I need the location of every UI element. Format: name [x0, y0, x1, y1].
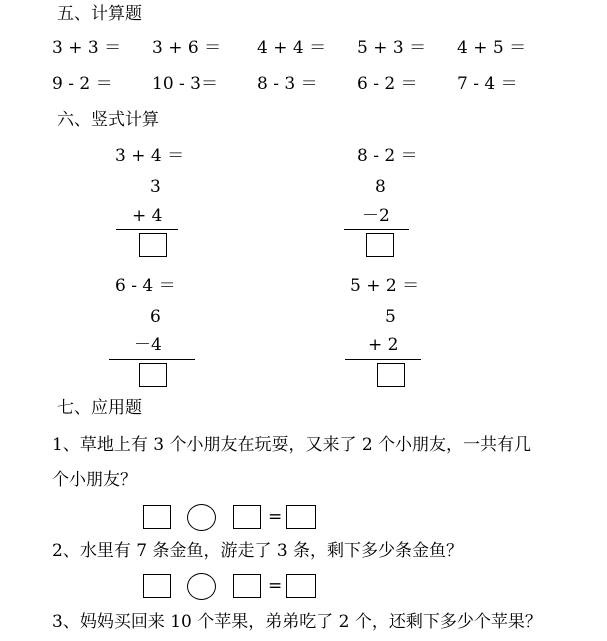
vertical-bottom-2: －2: [362, 206, 390, 226]
answer-box-3[interactable]: [139, 363, 167, 387]
expr-r2-3: 8 - 3 ＝: [257, 74, 318, 94]
q2-operator-circle[interactable]: [187, 573, 216, 600]
vertical-bottom-3: －4: [134, 335, 162, 355]
answer-box-2[interactable]: [366, 233, 394, 257]
question-1-line-1: 1、草地上有 3 个小朋友在玩耍，又来了 2 个小朋友，一共有几: [52, 435, 532, 455]
question-3: 3、妈妈买回来 10 个苹果，弟弟吃了 2 个，还剩下多少个苹果？: [52, 612, 542, 632]
section-5-title: 五、计算题: [57, 4, 142, 24]
q2-number-box-2[interactable]: [233, 574, 261, 598]
vertical-line-1: [116, 229, 178, 230]
q1-result-box[interactable]: [286, 505, 316, 529]
expr-r2-2: 10 - 3＝: [152, 74, 218, 94]
vertical-line-4: [345, 359, 421, 360]
vertical-top-3: 6: [150, 307, 161, 327]
question-1-line-2: 个小朋友？: [52, 470, 137, 490]
vertical-equation-1: 3 + 4 ＝: [115, 146, 185, 166]
vertical-equation-4: 5 + 2 ＝: [350, 276, 420, 296]
expr-r1-1: 3 + 3 ＝: [52, 38, 122, 58]
expr-r1-3: 4 + 4 ＝: [257, 38, 327, 58]
expr-r2-1: 9 - 2 ＝: [52, 74, 113, 94]
section-7-title: 七、应用题: [57, 398, 142, 418]
question-2: 2、水里有 7 条金鱼，游走了 3 条，剩下多少条金鱼？: [52, 541, 464, 561]
section-6-title: 六、竖式计算: [57, 110, 159, 130]
vertical-line-3: [109, 359, 195, 360]
q2-result-box[interactable]: [286, 574, 316, 598]
q2-equals-sign: =: [268, 576, 283, 596]
vertical-equation-2: 8 - 2 ＝: [357, 146, 418, 166]
vertical-top-2: 8: [375, 177, 386, 197]
q1-number-box-2[interactable]: [233, 505, 261, 529]
q1-operator-circle[interactable]: [187, 504, 216, 531]
expr-r1-2: 3 + 6 ＝: [152, 38, 222, 58]
vertical-bottom-4: + 2: [368, 335, 399, 355]
expr-r2-4: 6 - 2 ＝: [357, 74, 418, 94]
vertical-top-4: 5: [385, 307, 396, 327]
expr-r1-4: 5 + 3 ＝: [357, 38, 427, 58]
vertical-top-1: 3: [150, 177, 161, 197]
vertical-line-2: [344, 229, 409, 230]
q1-equals-sign: =: [268, 507, 283, 527]
expr-r1-5: 4 + 5 ＝: [457, 38, 527, 58]
q1-number-box-1[interactable]: [143, 505, 171, 529]
answer-box-1[interactable]: [139, 233, 167, 257]
vertical-bottom-1: + 4: [132, 206, 163, 226]
vertical-equation-3: 6 - 4 ＝: [115, 276, 176, 296]
expr-r2-5: 7 - 4 ＝: [457, 74, 518, 94]
answer-box-4[interactable]: [377, 363, 405, 387]
q2-number-box-1[interactable]: [143, 574, 171, 598]
